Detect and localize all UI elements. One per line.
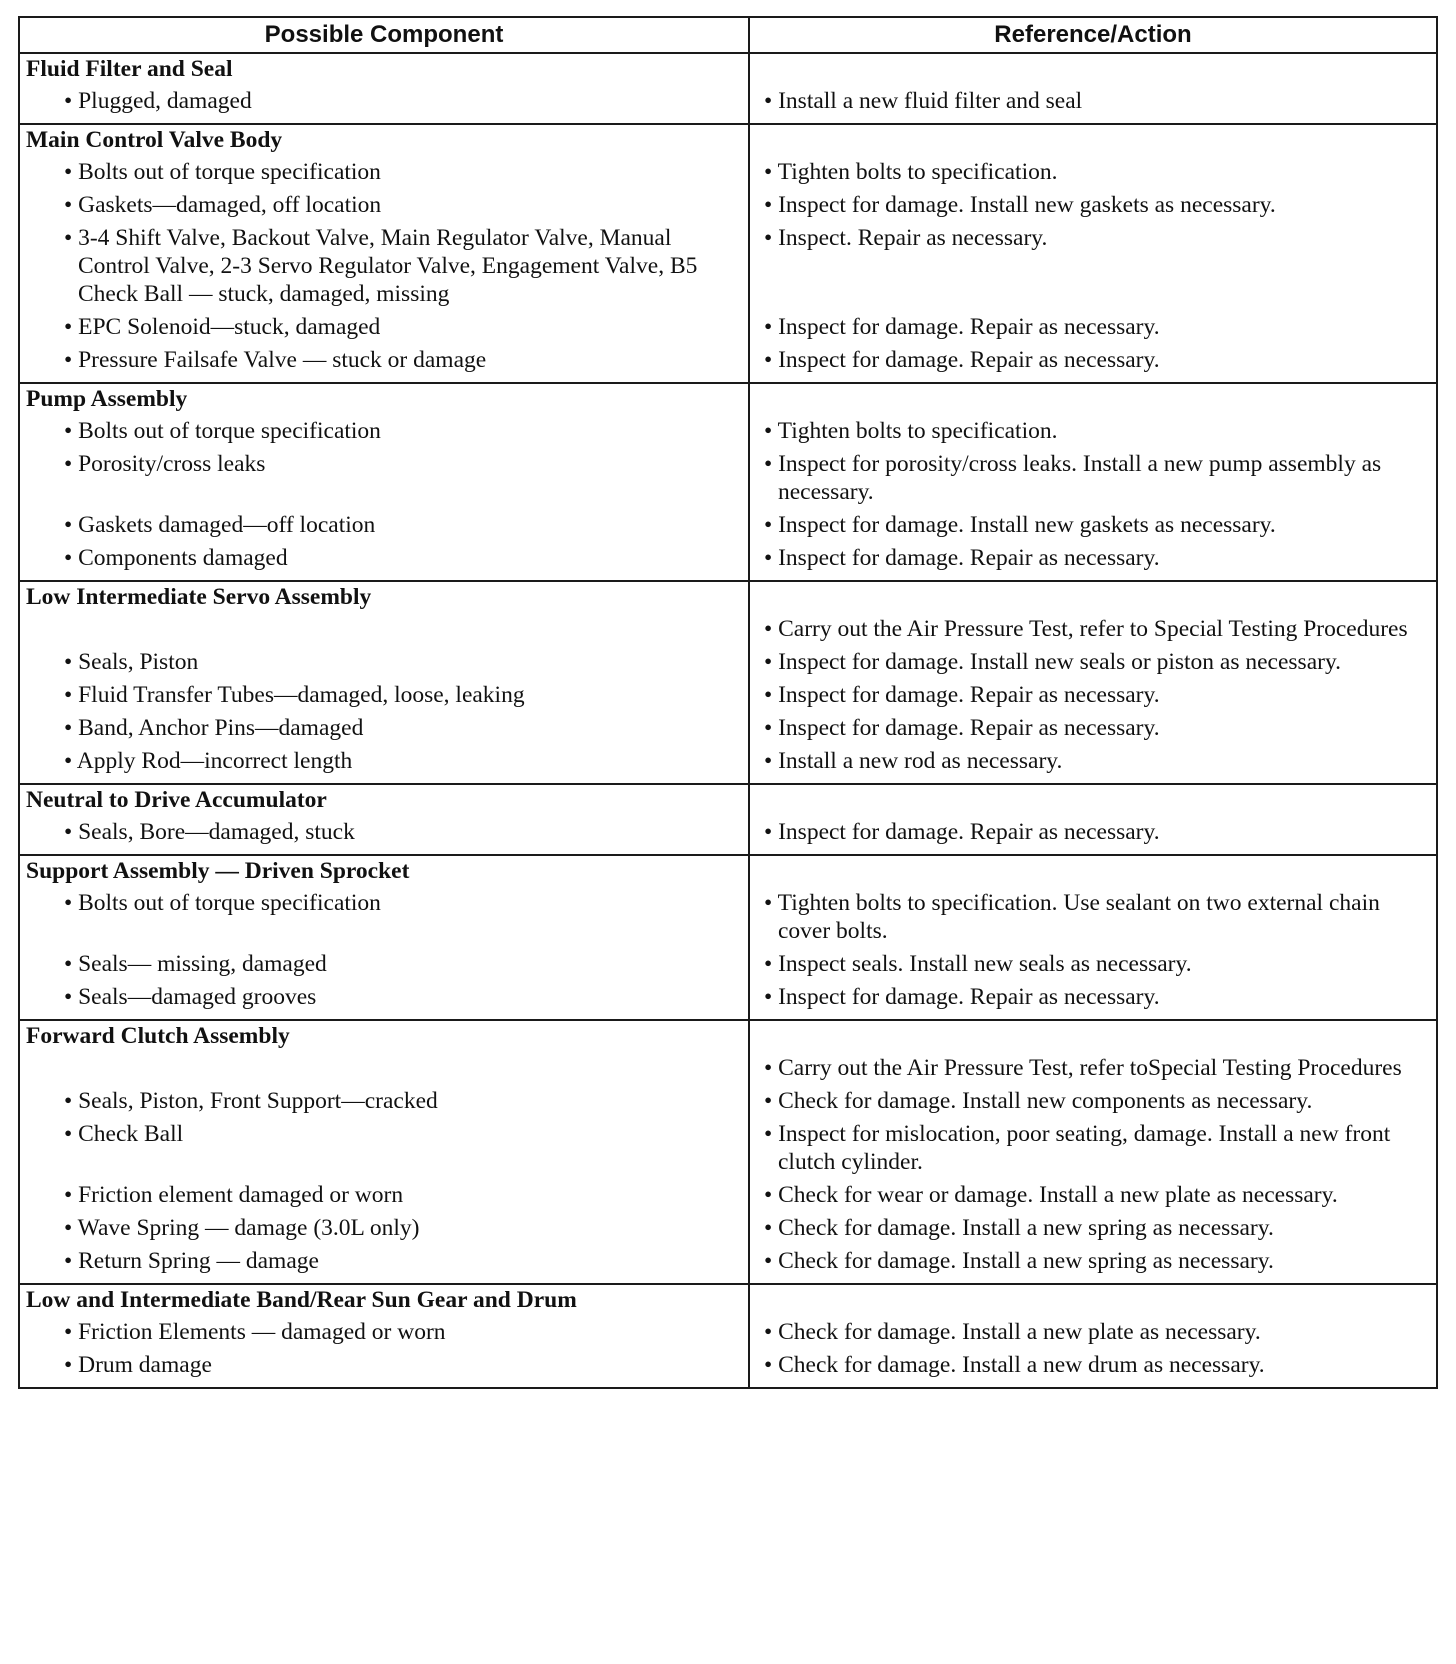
component-item — [20, 612, 748, 645]
cell-padding — [750, 117, 1436, 123]
action-item: • Check for damage. Install new components as necessary. — [764, 1088, 1313, 1114]
component-item: • Seals— missing, damaged — [64, 951, 327, 977]
cell-padding — [20, 848, 748, 854]
section-title: Pump Assembly — [26, 386, 188, 412]
component-cell — [19, 383, 749, 581]
action-item: • Check for damage. Install a new plate as necessary. — [764, 1319, 1261, 1345]
section-row — [19, 383, 1437, 581]
component-cell — [19, 855, 749, 1020]
component-item: • Wave Spring — damage (3.0L only) — [64, 1215, 420, 1241]
section-row — [19, 784, 1437, 855]
component-item: • Components damaged — [64, 545, 288, 571]
component-cell — [19, 1284, 749, 1388]
action-item: • Carry out the Air Pressure Test, refer toSpecial Testing Procedures — [764, 1055, 1402, 1081]
component-cell — [19, 1020, 749, 1284]
cell-padding — [20, 777, 748, 783]
cell-padding — [750, 1381, 1436, 1387]
action-item: • Inspect for damage. Repair as necessary. — [764, 347, 1160, 373]
component-item: • Bolts out of torque specification — [64, 890, 381, 916]
component-item: • Porosity/cross leaks — [64, 451, 266, 477]
action-item: • Inspect seals. Install new seals as necessary. — [764, 951, 1192, 977]
component-cell — [19, 124, 749, 383]
cell-padding — [20, 1013, 748, 1019]
component-item: • Bolts out of torque specification — [64, 418, 381, 444]
section-row — [19, 581, 1437, 784]
component-item: • Seals, Piston — [64, 649, 199, 675]
action-item: • Tighten bolts to specification. — [764, 159, 1058, 185]
section-title: Low Intermediate Servo Assembly — [26, 584, 372, 610]
table-body — [19, 53, 1437, 1388]
action-item: • Check for damage. Install a new spring as necessary. — [764, 1248, 1274, 1274]
component-item: • Seals, Piston, Front Support—cracked — [64, 1088, 438, 1114]
cell-padding — [20, 574, 748, 580]
cell-padding — [750, 777, 1436, 783]
action-item: • Check for damage. Install a new drum as necessary. — [764, 1352, 1265, 1378]
section-row — [19, 53, 1437, 124]
cell-padding — [20, 376, 748, 382]
section-title: Forward Clutch Assembly — [26, 1023, 290, 1049]
action-item: • Tighten bolts to specification. — [764, 418, 1058, 444]
action-item: • Inspect. Repair as necessary. — [764, 225, 1048, 251]
component-item: • Apply Rod—incorrect length — [64, 748, 353, 774]
component-item: • Band, Anchor Pins—damaged — [64, 715, 364, 741]
component-item: • EPC Solenoid—stuck, damaged — [64, 314, 381, 340]
section-title: Low and Intermediate Band/Rear Sun Gear and Drum — [26, 1287, 577, 1313]
component-item: • Seals, Bore—damaged, stuck — [64, 819, 355, 845]
action-item: • Inspect for damage. Repair as necessary. — [764, 984, 1160, 1010]
action-item: • Install a new rod as necessary. — [764, 748, 1063, 774]
component-item: • Friction Elements — damaged or worn — [64, 1319, 446, 1345]
action-item: • Check for damage. Install a new spring as necessary. — [764, 1215, 1274, 1241]
component-item: • Drum damage — [64, 1352, 212, 1378]
cell-padding — [750, 574, 1436, 580]
cell-padding — [750, 376, 1436, 382]
action-item: • Tighten bolts to specification. Use sealant on two external chain cover bolts. — [764, 890, 1380, 944]
component-item: • Check Ball — [64, 1121, 184, 1147]
section-title: Fluid Filter and Seal — [26, 56, 233, 82]
header-row — [19, 17, 1437, 53]
action-item: • Inspect for damage. Repair as necessary. — [764, 314, 1160, 340]
section-row — [19, 1284, 1437, 1388]
action-cell — [749, 784, 1437, 855]
component-item: • Gaskets damaged—off location — [64, 512, 376, 538]
component-item: • Seals—damaged grooves — [64, 984, 317, 1010]
cell-padding — [20, 1277, 748, 1283]
cell-padding — [750, 848, 1436, 854]
component-item: • Friction element damaged or worn — [64, 1182, 404, 1208]
action-cell — [749, 1020, 1437, 1284]
component-item: • Gaskets—damaged, off location — [64, 192, 382, 218]
action-item: • Inspect for damage. Repair as necessary. — [764, 545, 1160, 571]
cell-padding — [750, 1277, 1436, 1283]
heading-spacer — [750, 54, 1436, 84]
component-cell — [19, 784, 749, 855]
component-item — [20, 1051, 748, 1084]
component-cell — [19, 581, 749, 784]
action-item: • Inspect for mislocation, poor seating, damage. Install a new front clutch cylinder. — [764, 1121, 1391, 1175]
heading-spacer — [750, 1285, 1436, 1315]
component-item: • Return Spring — damage — [64, 1248, 319, 1274]
component-item: • 3-4 Shift Valve, Backout Valve, Main Regulator Valve, Manual Control Valve, 2-3 Servo Regulator Valve, Engagement Valve, B5 Check Ball — stuck, damaged, missing — [64, 225, 698, 307]
diagnosis-table — [18, 16, 1438, 1389]
action-cell — [749, 383, 1437, 581]
section-title: Support Assembly — Driven Sprocket — [26, 858, 410, 884]
action-cell — [749, 53, 1437, 124]
action-item: • Check for wear or damage. Install a new plate as necessary. — [764, 1182, 1338, 1208]
header-component: Possible Component — [19, 17, 749, 53]
component-item: • Bolts out of torque specification — [64, 159, 381, 185]
action-item: • Inspect for damage. Install new gaskets as necessary. — [764, 192, 1276, 218]
header-action: Reference/Action — [749, 17, 1437, 53]
component-item: • Pressure Failsafe Valve — stuck or damage — [64, 347, 487, 373]
action-item: • Inspect for damage. Install new gaskets as necessary. — [764, 512, 1276, 538]
section-title: Main Control Valve Body — [26, 127, 283, 153]
action-cell — [749, 581, 1437, 784]
action-item: • Inspect for damage. Install new seals or piston as necessary. — [764, 649, 1342, 675]
component-item: • Fluid Transfer Tubes—damaged, loose, leaking — [64, 682, 525, 708]
action-item: • Inspect for damage. Repair as necessary. — [764, 715, 1160, 741]
cell-padding — [750, 1013, 1436, 1019]
component-cell — [19, 53, 749, 124]
heading-spacer — [750, 582, 1436, 612]
action-cell — [749, 124, 1437, 383]
action-item: • Inspect for damage. Repair as necessary. — [764, 819, 1160, 845]
heading-spacer — [750, 1021, 1436, 1051]
heading-spacer — [750, 856, 1436, 886]
section-row — [19, 1020, 1437, 1284]
action-item: • Inspect for porosity/cross leaks. Install a new pump assembly as necessary. — [764, 451, 1382, 505]
section-row — [19, 124, 1437, 383]
cell-padding — [20, 1381, 748, 1387]
heading-spacer — [750, 785, 1436, 815]
section-title: Neutral to Drive Accumulator — [26, 787, 327, 813]
action-cell — [749, 1284, 1437, 1388]
section-row — [19, 855, 1437, 1020]
heading-spacer — [750, 384, 1436, 414]
cell-padding — [20, 117, 748, 123]
action-item: • Install a new fluid filter and seal — [764, 88, 1083, 114]
action-item: • Carry out the Air Pressure Test, refer to Special Testing Procedures — [764, 616, 1408, 642]
action-cell — [749, 855, 1437, 1020]
action-item: • Inspect for damage. Repair as necessary. — [764, 682, 1160, 708]
heading-spacer — [750, 125, 1436, 155]
component-item: • Plugged, damaged — [64, 88, 252, 114]
